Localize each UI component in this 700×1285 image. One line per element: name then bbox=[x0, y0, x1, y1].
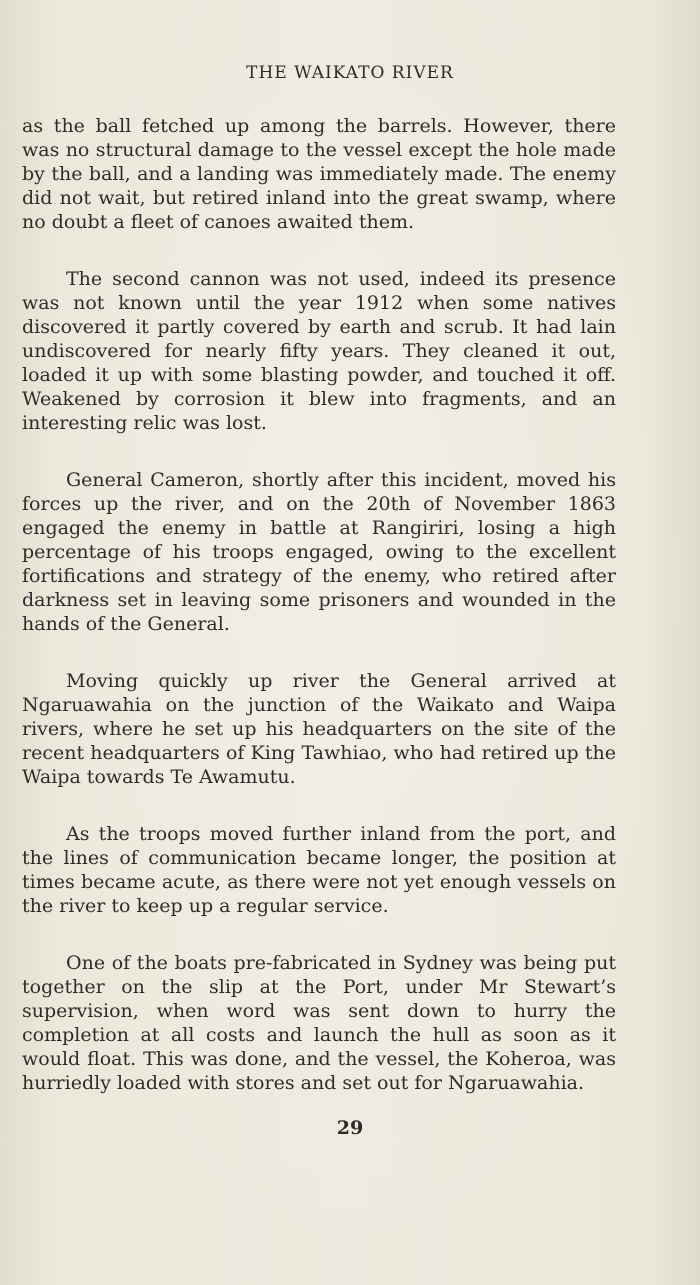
paragraph: Moving quickly up river the General arrived at Ngaruawahia on the junction of the Waikato and Waipa rivers, where he set up his headquarters on the site of the recent headquarters of King Tawhiao, who had retired up the Waipa towards Te Awamutu. bbox=[22, 670, 616, 788]
paragraph: As the troops moved further inland from the port, and the lines of communication became longer, the position at times became acute, as there were not yet enough vessels on the river to keep up a regular service. bbox=[22, 823, 616, 917]
running-header: THE WAIKATO RIVER bbox=[246, 63, 454, 83]
paragraph: General Cameron, shortly after this incident, moved his forces up the river, and on the 20th of November 1863 engaged the enemy in battle at Rangiriri, losing a high percentage of his troops engaged, owing to the excellent fortifications and strategy of the enemy, who retired after darkness set in leaving some prisoners and wounded in the hands of the General. bbox=[22, 469, 616, 635]
page-number: 29 bbox=[336, 1117, 364, 1139]
body-text bbox=[22, 114, 616, 1128]
paragraph: The second cannon was not used, indeed its presence was not known until the year 1912 when some natives discovered it partly covered by earth and scrub. It had lain undiscovered for nearly fifty years. They cleaned it out, loaded it up with some blasting powder, and touched it off. Weakened by corrosion it blew into fragments, and an interesting relic was lost. bbox=[22, 268, 616, 434]
paragraph: as the ball fetched up among the barrels. However, there was no structural damage to the vessel except the hole made by the ball, and a landing was immediately made. The enemy did not wait, but retired inland into the great swamp, where no doubt a fleet of canoes awaited them. bbox=[22, 115, 616, 233]
paragraph: One of the boats pre-fabricated in Sydney was being put together on the slip at the Port, under Mr Stewart’s supervision, when word was sent down to hurry the completion at all costs and launch the hull as soon as it would float. This was done, and the vessel, the Koheroa, was hurriedly loaded with stores and set out for Ngaruawahia. bbox=[22, 952, 616, 1094]
